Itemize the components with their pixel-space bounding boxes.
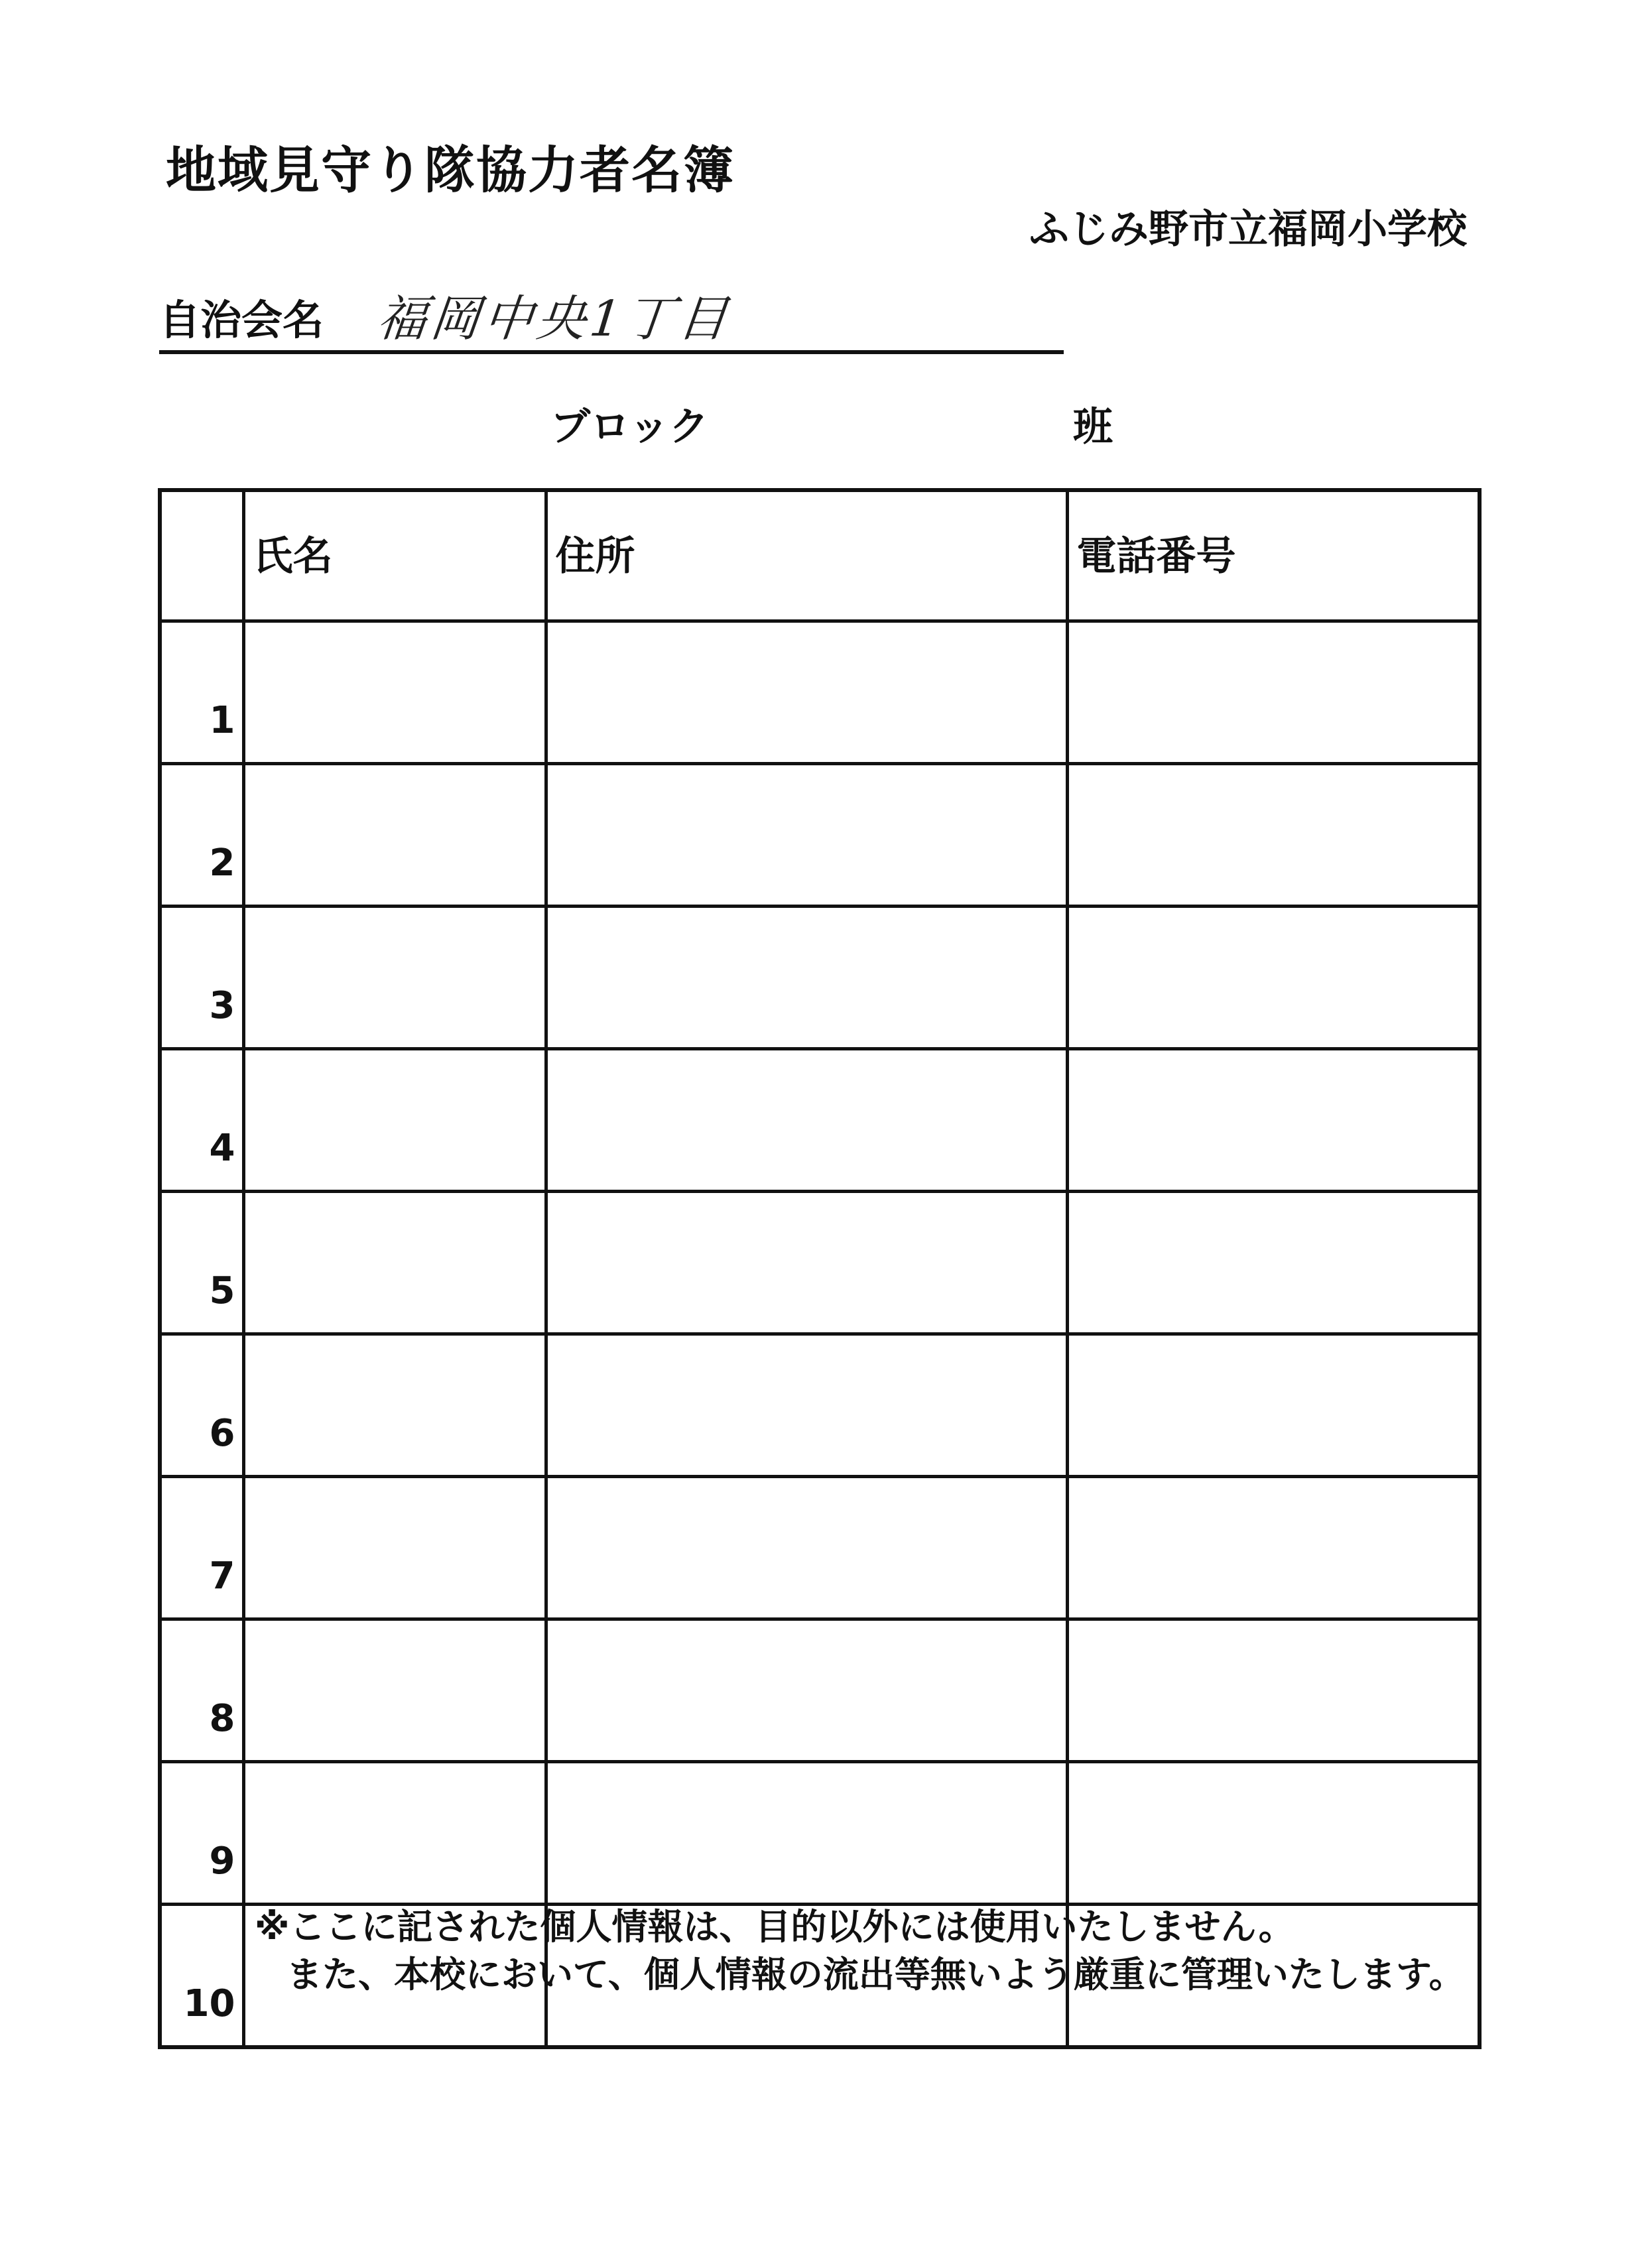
address-cell[interactable]	[546, 907, 1067, 1049]
name-cell[interactable]	[243, 764, 546, 907]
address-cell[interactable]	[546, 1049, 1067, 1192]
table-row	[160, 907, 1480, 1049]
phone-cell[interactable]	[1067, 1477, 1480, 1619]
name-cell[interactable]	[243, 907, 546, 1049]
phone-cell[interactable]	[1067, 1762, 1480, 1905]
association-field[interactable]	[159, 286, 1064, 354]
header-number-cell	[160, 490, 243, 621]
address-cell[interactable]	[546, 1477, 1067, 1619]
table-row	[160, 621, 1480, 764]
name-cell[interactable]	[243, 1049, 546, 1192]
row-number: 3	[160, 907, 243, 1049]
name-cell[interactable]	[243, 621, 546, 764]
address-cell[interactable]	[546, 1334, 1067, 1477]
table-row	[160, 1762, 1480, 1905]
address-cell[interactable]	[546, 1192, 1067, 1334]
name-cell[interactable]	[243, 1762, 546, 1905]
phone-cell[interactable]	[1067, 1049, 1480, 1192]
roster-table	[158, 488, 1482, 2049]
row-number: 4	[160, 1049, 243, 1192]
row-number: 8	[160, 1619, 243, 1762]
row-number: 10	[160, 1905, 243, 2048]
address-cell[interactable]	[546, 1619, 1067, 1762]
phone-cell[interactable]	[1067, 1192, 1480, 1334]
row-number: 9	[160, 1762, 243, 1905]
name-cell[interactable]	[243, 1334, 546, 1477]
phone-cell[interactable]	[1067, 1334, 1480, 1477]
school-name: ふじみ野市立福岡小学校	[1029, 206, 1467, 253]
header-name-cell: 氏名	[243, 490, 546, 621]
address-cell[interactable]	[546, 1762, 1067, 1905]
row-number: 7	[160, 1477, 243, 1619]
privacy-notice-line1: ※ここに記された個人情報は、目的以外には使用いたしません。	[255, 1906, 1295, 1948]
table-row	[160, 1192, 1480, 1334]
phone-cell[interactable]	[1067, 907, 1480, 1049]
association-value[interactable]: 福岡中央1丁目	[374, 290, 734, 347]
table-row	[160, 764, 1480, 907]
name-cell[interactable]	[243, 1619, 546, 1762]
name-cell[interactable]	[243, 1192, 546, 1334]
group-label: 班	[1073, 404, 1113, 450]
table-row	[160, 1049, 1480, 1192]
header-row	[160, 490, 1480, 621]
document-title: 地域見守り隊協力者名簿	[166, 141, 735, 200]
row-number: 2	[160, 764, 243, 907]
table-row	[160, 1477, 1480, 1619]
header-phone-cell: 電話番号	[1067, 490, 1480, 621]
row-number: 6	[160, 1334, 243, 1477]
row-number: 1	[160, 621, 243, 764]
header-address-cell: 住所	[546, 490, 1067, 621]
table-row	[160, 1619, 1480, 1762]
privacy-notice	[255, 1903, 1465, 1999]
block-label: ブロック	[550, 404, 709, 450]
association-label: 自治会名	[159, 296, 324, 344]
phone-cell[interactable]	[1067, 764, 1480, 907]
address-cell[interactable]	[546, 621, 1067, 764]
phone-cell[interactable]	[1067, 1619, 1480, 1762]
table-row	[160, 1334, 1480, 1477]
privacy-notice-line2: また、本校において、個人情報の流出等無いよう厳重に管理いたします。	[286, 1954, 1465, 1995]
phone-cell[interactable]	[1067, 621, 1480, 764]
row-number: 5	[160, 1192, 243, 1334]
address-cell[interactable]	[546, 764, 1067, 907]
name-cell[interactable]	[243, 1477, 546, 1619]
